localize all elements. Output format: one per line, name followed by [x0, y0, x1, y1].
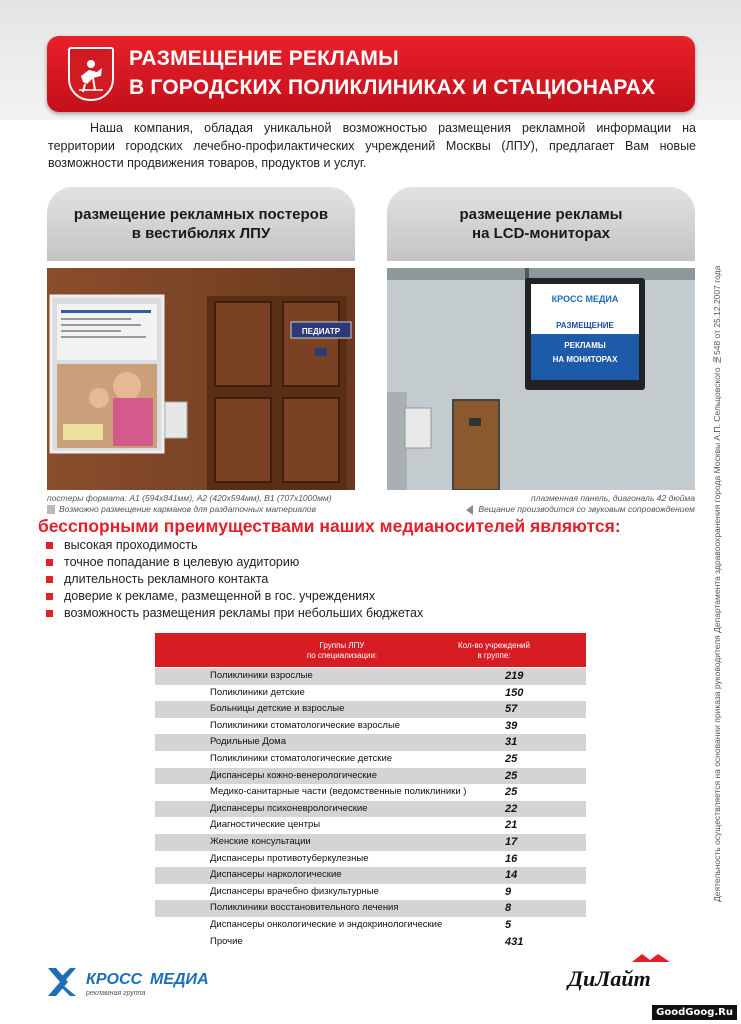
document-icon: [47, 505, 55, 514]
panel-lcd-title-2: на LCD-мониторах: [472, 225, 610, 242]
table-row: Родильные Дома 31: [155, 734, 586, 751]
lcd-caption-2: Вещание производится со звуковым сопровождением: [478, 504, 695, 514]
moscow-coat-of-arms-icon: [68, 47, 114, 101]
title-banner: [47, 36, 695, 112]
poster-caption-1: постеры формата: А1 (594x841мм), А2 (420x594мм), В1 (707x1000мм): [47, 493, 332, 503]
kross-media-logo: [46, 964, 246, 1005]
table-row: Поликлиники взрослые 219: [155, 668, 586, 685]
intro-paragraph: Наша компания, обладая уникальной возможностью размещения рекламной информации на территории городских лечебно-профилактических учреждений Москвы (ЛПУ), предлагает Вам новые возможности продвижения товаров, продуктов и услуг.: [48, 121, 696, 170]
panel-lcd-header: [387, 187, 695, 261]
table-row: Диспансеры наркологические 14: [155, 867, 586, 884]
kross-word-1: КРОСС: [86, 971, 143, 988]
list-item: длительность рекламного контакта: [46, 571, 423, 588]
lcd-caption-1: плазменная панель, диагональ 42 дюйма: [530, 493, 695, 503]
screen-text-2: РЕКЛАМЫ: [564, 341, 606, 350]
table-row: Поликлиники детские 150: [155, 685, 586, 702]
lcd-photo: [387, 268, 695, 490]
kross-subtitle: рекламная группа: [86, 990, 146, 997]
table-row: Прочие 431: [155, 934, 586, 951]
table-row: Больницы детские и взрослые 57: [155, 701, 586, 718]
table-row: Диагностические центры 21: [155, 817, 586, 834]
legal-notice: Деятельность осуществляется на основании приказа руководителя Департамента здравоохранения города Москвы А.П. Сельцовского №548 от 25.12.2007 года: [712, 265, 722, 902]
table-row: Диспансеры врачебно физкультурные 9: [155, 884, 586, 901]
panel-lcd-title-1: размещение рекламы: [459, 206, 623, 223]
list-item: высокая проходимость: [46, 537, 423, 554]
institutions-table: [155, 668, 586, 950]
table-row: Поликлиники восстановительного лечения 8: [155, 900, 586, 917]
dilait-logo: [566, 952, 686, 997]
table-row: Женские консультации 17: [155, 834, 586, 851]
table-header: [155, 633, 586, 667]
title-line-1: РАЗМЕЩЕНИЕ РЕКЛАМЫ: [129, 47, 399, 70]
advantages-list: [46, 537, 423, 622]
bullet-icon: [46, 559, 53, 566]
bullet-icon: [46, 576, 53, 583]
table-header-count: Кол-во учреждений в группе:: [458, 641, 530, 660]
dilait-word: ДиЛайт: [568, 966, 651, 991]
poster-caption-2: Возможно размещение карманов для раздаточных материалов: [59, 504, 317, 514]
watermark: GoodGoog.Ru: [652, 1005, 737, 1020]
lcd-caption-2-row: [466, 504, 695, 515]
list-item: возможность размещения рекламы при небольших бюджетах: [46, 605, 423, 622]
page-title: [129, 44, 689, 102]
bullet-icon: [46, 610, 53, 617]
table-row: Диспансеры кожно-венерологические 25: [155, 768, 586, 785]
table-row: Поликлиники стоматологические детские 25: [155, 751, 586, 768]
table-row: Диспансеры онкологические и эндокринологические 5: [155, 917, 586, 934]
table-row: Поликлиники стоматологические взрослые 39: [155, 718, 586, 735]
advantages-title: бесспорными преимуществами наших медианосителей являются:: [38, 516, 621, 536]
bullet-icon: [46, 542, 53, 549]
kross-word-2: МЕДИА: [150, 971, 209, 988]
panel-posters-title-2: в вестибюлях ЛПУ: [131, 225, 271, 242]
table-header-groups: Группы ЛПУ по специализации:: [306, 641, 378, 660]
title-line-2: В ГОРОДСКИХ ПОЛИКЛИНИКАХ И СТАЦИОНАРАХ: [129, 76, 656, 99]
list-item: точное попадание в целевую аудиторию: [46, 554, 423, 571]
screen-text-1: РАЗМЕЩЕНИЕ: [556, 321, 614, 330]
bullet-icon: [46, 593, 53, 600]
list-item: доверие к рекламе, размещенной в гос. учреждениях: [46, 588, 423, 605]
speaker-icon: [466, 505, 473, 515]
table-row: Диспансеры противотуберкулезные 16: [155, 851, 586, 868]
table-row: Медико-санитарные части (ведомственные поликлиники ) 25: [155, 784, 586, 801]
panel-posters-title-1: размещение рекламных постеров: [73, 206, 329, 223]
table-row: Диспансеры психоневрологические 22: [155, 801, 586, 818]
panel-posters-header: [47, 187, 355, 261]
screen-text-3: НА МОНИТОРАХ: [552, 355, 618, 364]
poster-caption-2-row: [47, 504, 316, 515]
door-sign-label: ПЕДИАТР: [301, 327, 341, 336]
poster-photo: [47, 268, 355, 490]
screen-brand: КРОСС МЕДИА: [551, 294, 619, 304]
